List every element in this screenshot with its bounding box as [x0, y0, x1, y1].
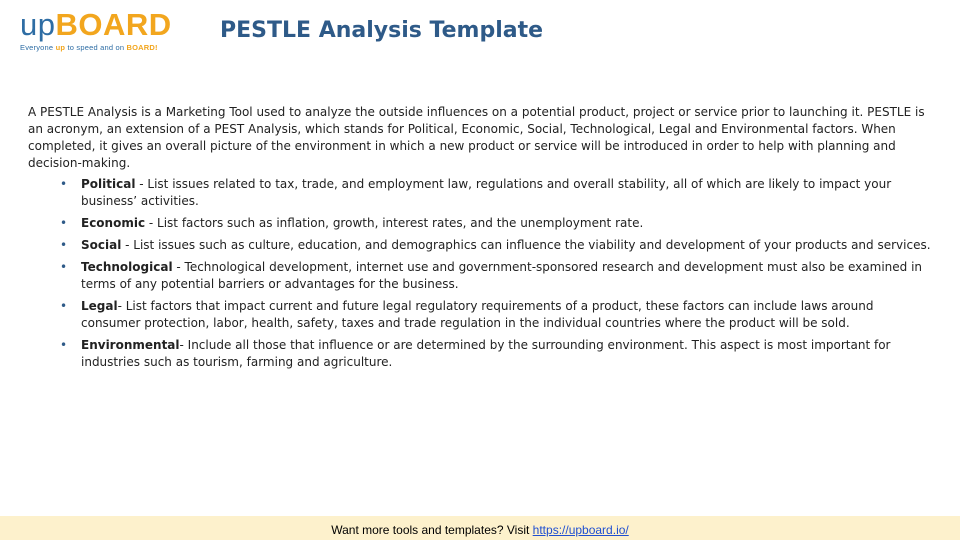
- tagline-part: to speed and on: [65, 43, 127, 52]
- bullet-dot: •: [60, 260, 68, 274]
- bullet-dot: •: [60, 338, 68, 352]
- bullet-dot: •: [60, 177, 68, 191]
- bullet-term: Legal: [81, 299, 118, 313]
- bullet-dot: •: [60, 216, 68, 230]
- page-title: PESTLE Analysis Template: [220, 18, 544, 43]
- bullet-term: Social: [81, 238, 122, 252]
- list-item-environmental: [60, 337, 932, 371]
- bullet-term: Economic: [81, 216, 146, 230]
- bullet-text: - List issues related to tax, trade, and employment law, regulations and overall stability, all of which are likely to impact your business’ activities.: [81, 177, 892, 208]
- logo-tagline: [20, 43, 172, 52]
- bullet-text: - Include all those that influence or are determined by the surrounding environment. This aspect is most important for industries such as tourism, farming and agriculture.: [81, 338, 891, 369]
- upboard-logo: [20, 8, 172, 52]
- footer-banner: [0, 516, 960, 540]
- body-content: [28, 104, 932, 376]
- bullet-term: Technological: [81, 260, 173, 274]
- list-item-legal: [60, 298, 932, 332]
- pestle-list: [28, 176, 932, 371]
- logo-board: BOARD: [55, 7, 172, 42]
- bullet-dot: •: [60, 299, 68, 313]
- tagline-part: Everyone: [20, 43, 56, 52]
- bullet-dot: •: [60, 238, 68, 252]
- logo-up: up: [20, 7, 56, 42]
- tagline-board: BOARD!: [126, 43, 158, 52]
- bullet-text: - List issues such as culture, education, and demographics can influence the viability and development of your products and services.: [121, 238, 931, 252]
- list-item-social: [60, 237, 932, 254]
- bullet-term: Environmental: [81, 338, 180, 352]
- intro-paragraph: A PESTLE Analysis is a Marketing Tool used to analyze the outside influences on a potential product, project or service prior to launching it. PESTLE is an acronym, an extension of a PEST Analysis, which stands for Political, Economic, Social, Technological, Legal and Environmental factors. When completed, it gives an overall picture of the environment in which a new product or service will be introduced in order to help with planning and decision-making.: [28, 105, 925, 170]
- bullet-text: - List factors that impact current and future legal regulatory requirements of a product, these factors can include laws around consumer protection, labor, health, safety, taxes and trade regulation in the individual countries where the product will be sold.: [81, 299, 874, 330]
- list-item-political: [60, 176, 932, 210]
- bullet-text: - Technological development, internet use and government-sponsored research and development must also be examined in terms of any potential barriers or advantages for the business.: [81, 260, 923, 291]
- upboard-link[interactable]: https://upboard.io/: [532, 523, 629, 537]
- bullet-term: Political: [81, 177, 136, 191]
- tagline-up: up: [55, 43, 66, 52]
- list-item-technological: [60, 259, 932, 293]
- bullet-text: - List factors such as inflation, growth, interest rates, and the unemployment rate.: [145, 216, 644, 230]
- footer-text: Want more tools and templates? Visit: [331, 523, 533, 537]
- logo-wordmark: [20, 8, 172, 42]
- list-item-economic: [60, 215, 932, 232]
